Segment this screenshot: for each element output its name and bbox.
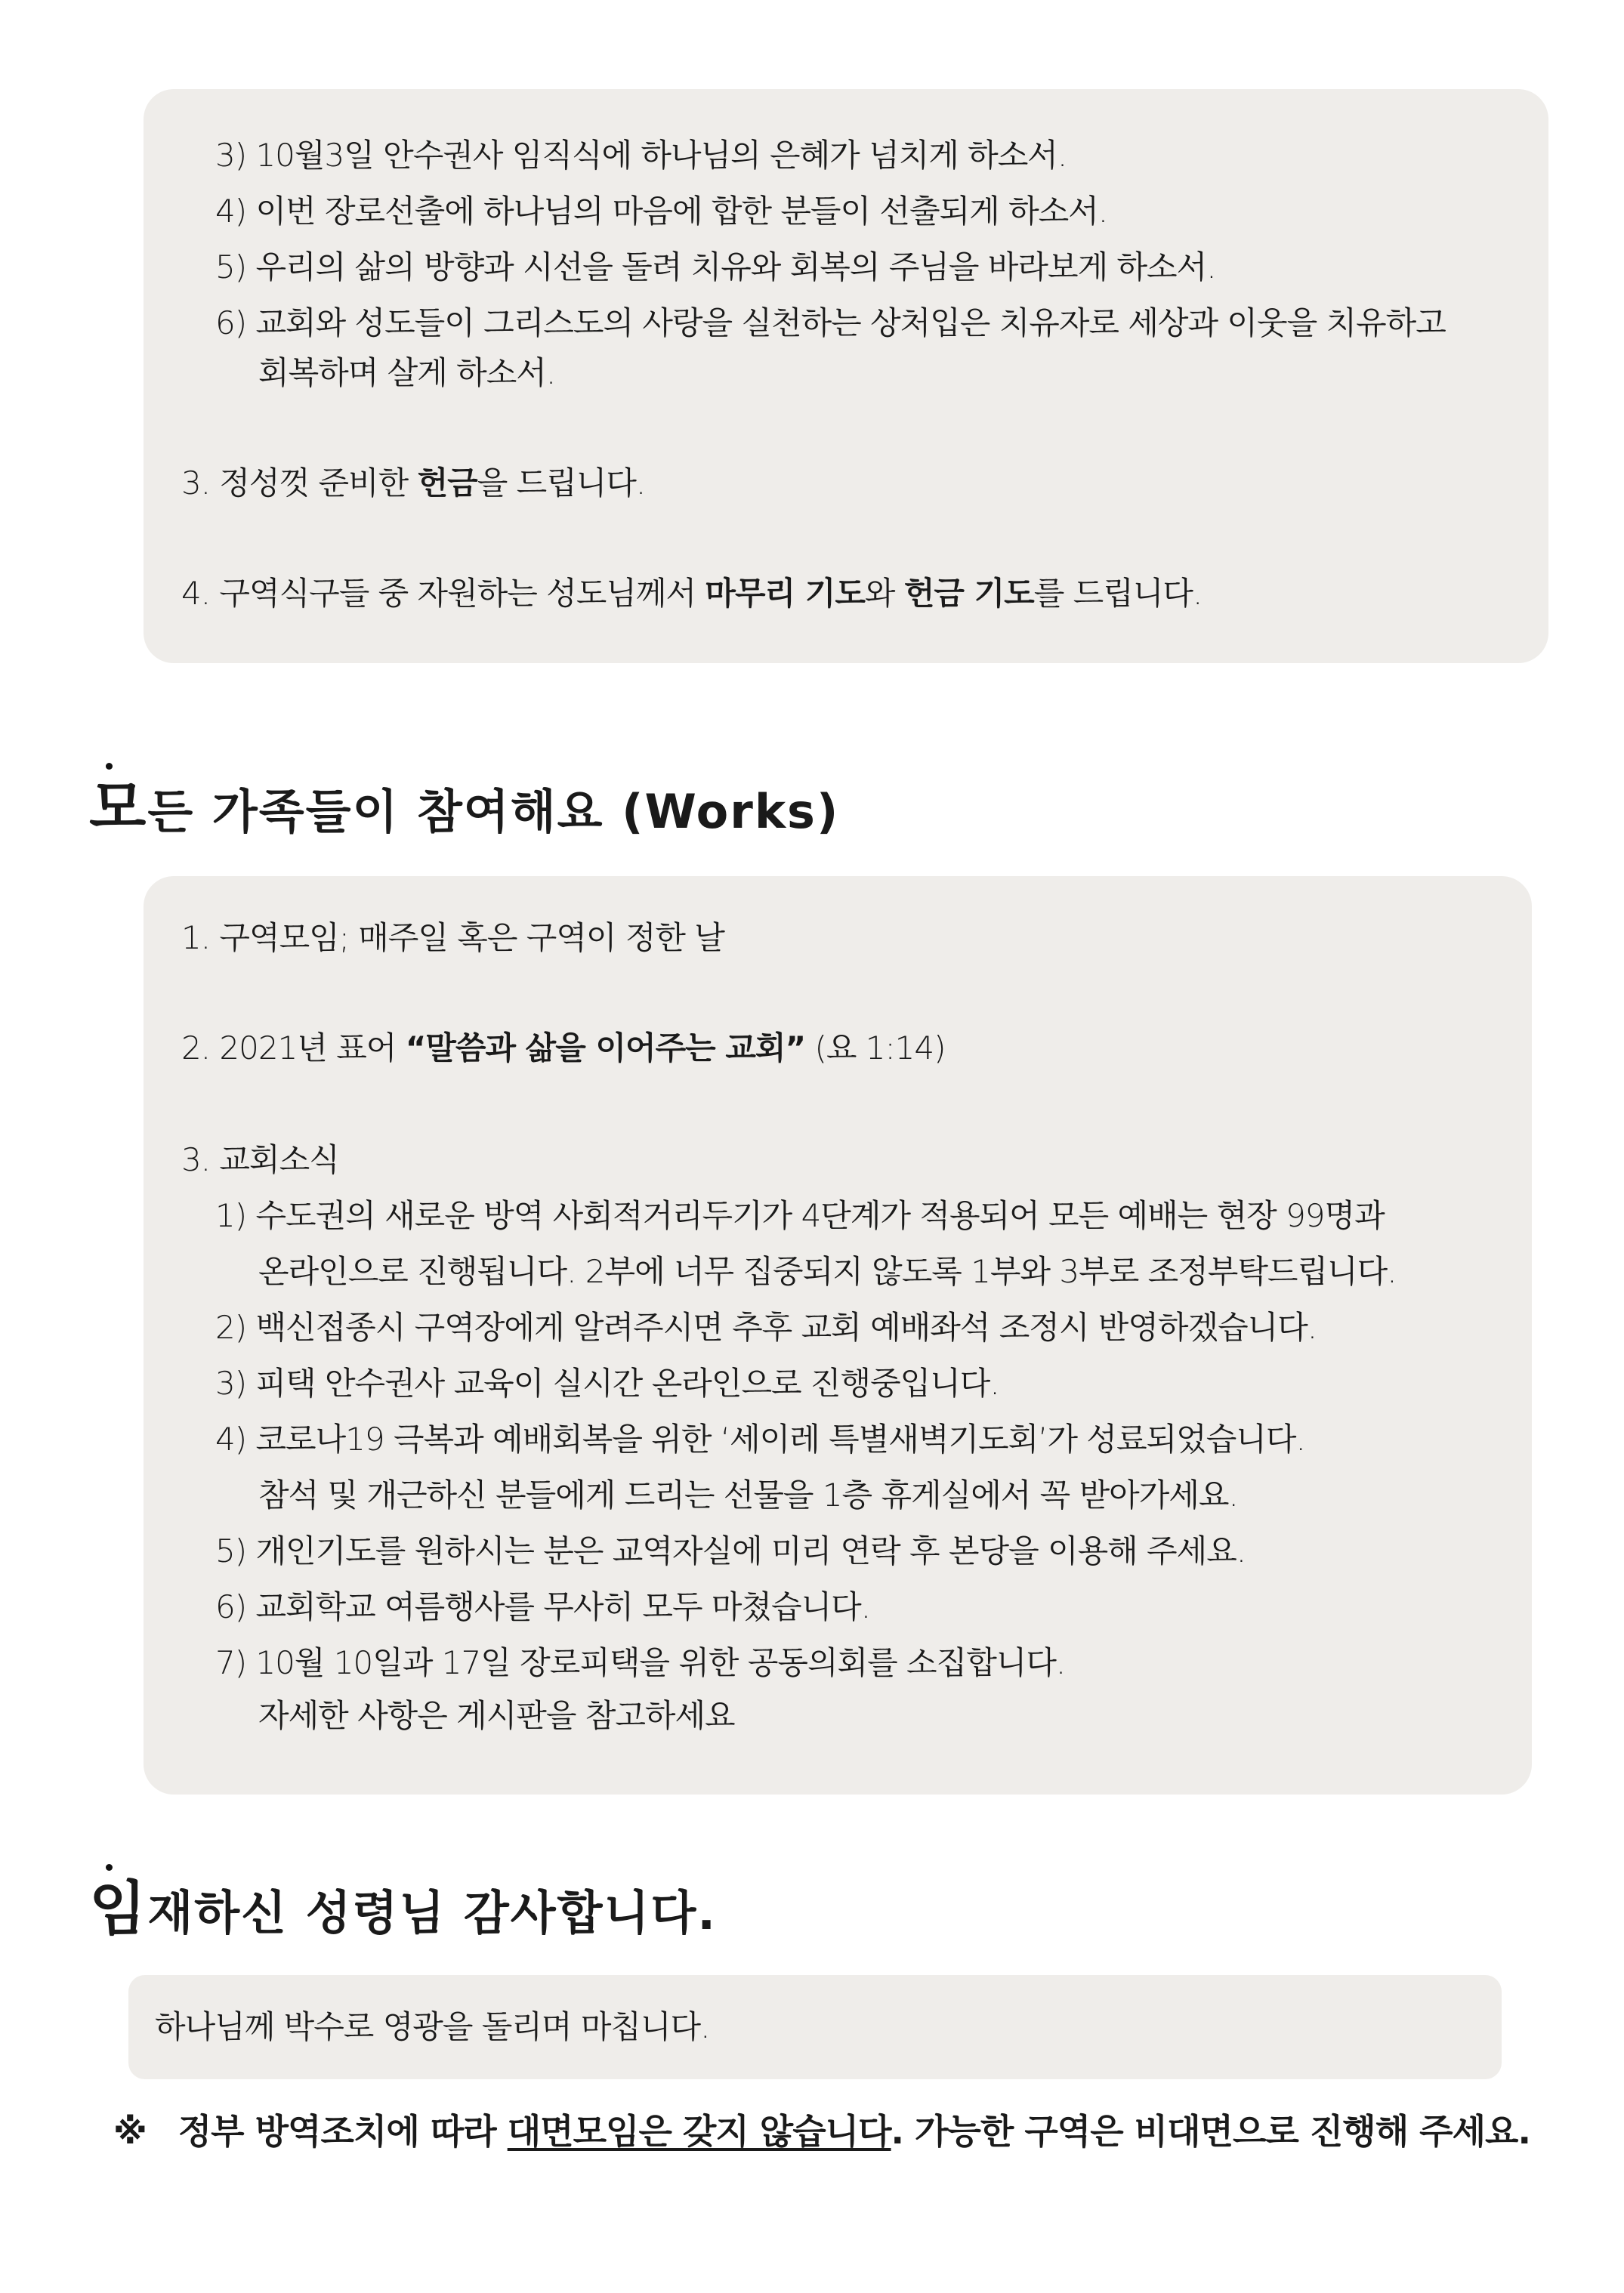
- news-line: 4) 코로나19 극복과 예배회복을 위한 ‘세이레 특별새벽기도회’가 성료되었습니다.: [215, 1421, 1305, 1458]
- news-line: 온라인으로 진행됩니다. 2부에 너무 집중되지 않도록 1부와 3부로 조정부탁드립니다.: [258, 1253, 1397, 1290]
- notice-underlined: 대면모임은 갖지 않습니다: [507, 2111, 891, 2152]
- news-line: 자세한 사항은 게시판을 참고하세요: [258, 1697, 735, 1734]
- prayer-line: 3) 10월3일 안수권사 임직식에 하나님의 은혜가 넘치게 하소서.: [215, 137, 1067, 174]
- notice: ※ 정부 방역조치에 따라 대면모임은 갖지 않습니다. 가능한 구역은 비대면으로 진행해 주세요.: [113, 2111, 1530, 2152]
- news-line: 참석 및 개근하신 분들에게 드리는 선물을 1층 휴게실에서 꼭 받아가세요.: [258, 1477, 1238, 1514]
- thanks-text: 하나님께 박수로 영광을 돌리며 마칩니다.: [155, 2008, 710, 2045]
- offering-line: 3. 정성껏 준비한 헌금을 드립니다.: [181, 464, 646, 501]
- prayer-line: 5) 우리의 삶의 방향과 시선을 돌려 치유와 회복의 주님을 바라보게 하소서.: [215, 248, 1216, 285]
- works-item: 2. 2021년 표어 “말씀과 삶을 이어주는 교회” (요 1:14): [181, 1029, 946, 1066]
- section-heading-works: 모든 가족들이 참여해요 (Works): [89, 774, 840, 842]
- section-heading-thanks: 임재하신 성령님 감사합니다.: [89, 1875, 717, 1943]
- heading-dot: [106, 763, 113, 770]
- works-item: 1. 구역모임; 매주일 혹은 구역이 정한 날: [181, 919, 724, 956]
- news-line: 7) 10월 10일과 17일 장로피택을 위한 공동의회를 소집합니다.: [215, 1644, 1066, 1681]
- heading-dot: [106, 1864, 113, 1871]
- news-line: 2) 백신접종시 구역장에게 알려주시면 추후 교회 예배좌석 조정시 반영하겠습니다.: [215, 1309, 1317, 1346]
- news-line: 5) 개인기도를 원하시는 분은 교역자실에 미리 연락 후 본당을 이용해 주세요.: [215, 1532, 1246, 1569]
- notice-mark: ※: [113, 2111, 147, 2152]
- news-line: 3) 피택 안수권사 교육이 실시간 온라인으로 진행중입니다.: [215, 1365, 999, 1402]
- closing-prayer-line: 4. 구역식구들 중 자원하는 성도님께서 마무리 기도와 헌금 기도를 드립니다.: [181, 575, 1203, 612]
- works-item-title: 3. 교회소식: [181, 1141, 339, 1178]
- news-line: 1) 수도권의 새로운 방역 사회적거리두기가 4단계가 적용되어 모든 예배는 현장 99명과: [215, 1197, 1385, 1234]
- prayer-line: 6) 교회와 성도들이 그리스도의 사랑을 실천하는 상처입은 치유자로 세상과 이웃을 치유하고: [215, 304, 1446, 341]
- prayer-line: 4) 이번 장로선출에 하나님의 마음에 합한 분들이 선출되게 하소서.: [215, 193, 1108, 230]
- prayer-line: 회복하며 살게 하소서.: [258, 354, 556, 391]
- news-line: 6) 교회학교 여름행사를 무사히 모두 마쳤습니다.: [215, 1588, 871, 1625]
